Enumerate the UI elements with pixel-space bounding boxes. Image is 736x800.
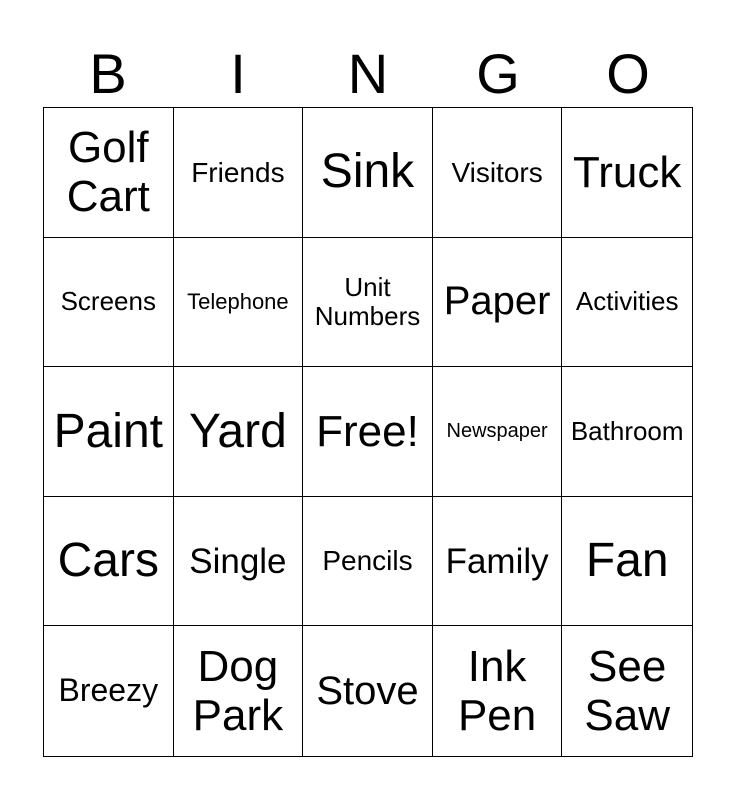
bingo-cell-r5-c5[interactable]: See Saw — [584, 641, 670, 741]
bingo-cell-r4-c5[interactable]: Fan — [562, 497, 692, 627]
bingo-cell-r4-c3[interactable]: Pencils — [303, 497, 433, 627]
bingo-cell-r4-c1[interactable]: Cars — [44, 497, 174, 627]
bingo-cell-r5-c3[interactable]: Stove — [303, 626, 433, 756]
bingo-cell-r2-c4[interactable]: Paper — [433, 238, 563, 368]
bingo-board — [43, 107, 693, 757]
bingo-header — [43, 44, 693, 104]
bingo-cell-r1-c5[interactable]: Truck — [562, 108, 692, 238]
header-letter-g: G — [476, 42, 520, 105]
bingo-cell-r4-c4[interactable]: Family — [433, 497, 563, 627]
bingo-cell-r4-c2[interactable]: Single — [174, 497, 304, 627]
bingo-cell-r3-c1[interactable]: Paint — [44, 367, 174, 497]
bingo-cell-r2-c5[interactable]: Activities — [562, 238, 692, 368]
bingo-cell-r3-c4[interactable]: Newspaper — [433, 367, 563, 497]
bingo-cell-r1-c4[interactable]: Visitors — [433, 108, 563, 238]
header-letter-b: B — [89, 42, 127, 105]
bingo-cell-r3-c3[interactable]: Free! — [303, 367, 433, 497]
header-letter-n: N — [347, 42, 389, 105]
header-letter-o: O — [606, 42, 650, 105]
bingo-cell-r1-c3[interactable]: Sink — [303, 108, 433, 238]
bingo-cell-r3-c2[interactable]: Yard — [174, 367, 304, 497]
bingo-cell-r5-c4[interactable]: Ink Pen — [433, 626, 563, 756]
bingo-cell-r1-c2[interactable]: Friends — [174, 108, 304, 238]
bingo-cell-r3-c5[interactable]: Bathroom — [562, 367, 692, 497]
bingo-cell-r5-c2[interactable]: Dog Park — [174, 626, 304, 756]
header-letter-i: I — [230, 42, 246, 105]
bingo-cell-r5-c1[interactable]: Breezy — [44, 626, 174, 756]
bingo-cell-r2-c2[interactable]: Telephone — [174, 238, 304, 368]
bingo-cell-r1-c1[interactable]: Golf Cart — [44, 108, 174, 238]
bingo-cell-r2-c3[interactable]: Unit Numbers — [303, 238, 433, 368]
bingo-cell-r2-c1[interactable]: Screens — [44, 238, 174, 368]
